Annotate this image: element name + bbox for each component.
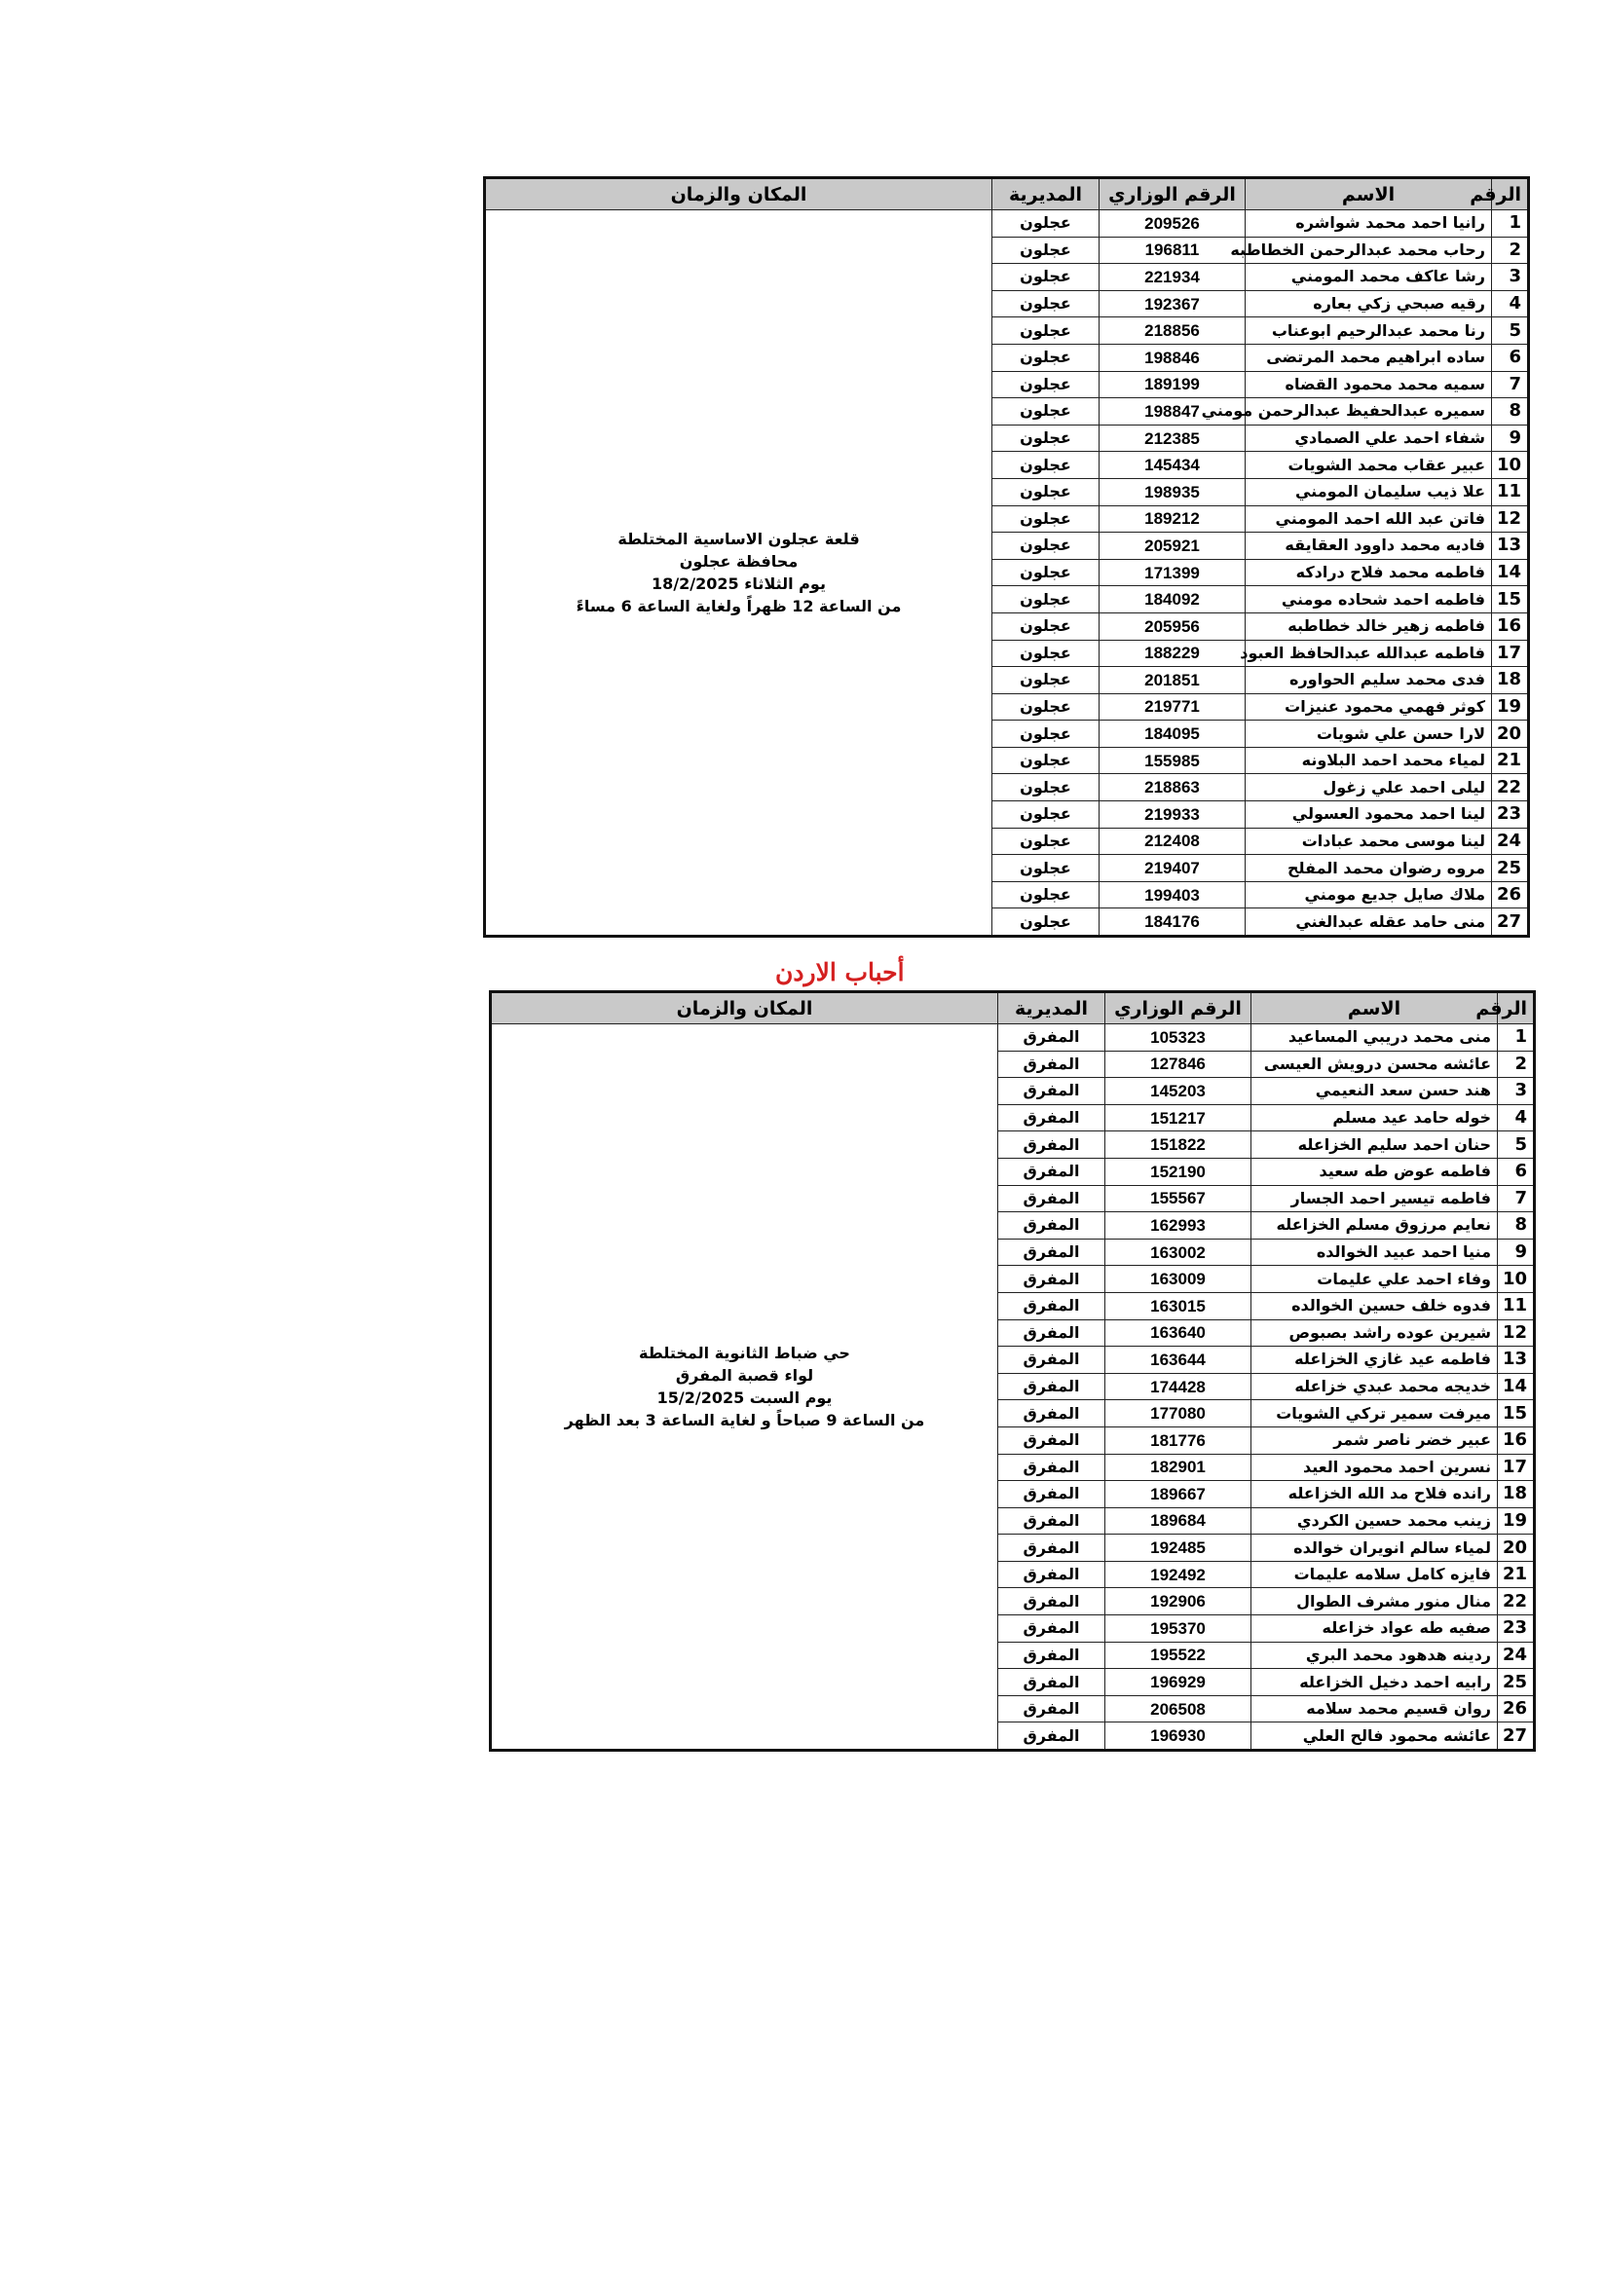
row-directorate: عجلون — [992, 533, 1100, 560]
row-directorate: المفرق — [998, 1051, 1105, 1078]
row-number: 6 — [1498, 1158, 1535, 1185]
row-number: 4 — [1498, 1104, 1535, 1131]
row-ministry-id: 199403 — [1100, 881, 1246, 908]
row-ministry-id: 151217 — [1105, 1104, 1251, 1131]
row-name: نعايم مرزوق مسلم الخزاعله — [1251, 1212, 1498, 1240]
row-directorate: عجلون — [992, 237, 1100, 264]
row-directorate: المفرق — [998, 1588, 1105, 1615]
row-ministry-id: 196930 — [1105, 1722, 1251, 1751]
row-directorate: المفرق — [998, 1561, 1105, 1588]
row-name: رنا محمد عبدالرحيم ابوعناب — [1246, 317, 1492, 345]
row-name: صفيه طه عواد خزاعله — [1251, 1615, 1498, 1643]
row-ministry-id: 198935 — [1100, 478, 1246, 505]
row-name: منيا احمد عبيد الخوالده — [1251, 1239, 1498, 1266]
row-name: خوله حامد عيد مسلم — [1251, 1104, 1498, 1131]
row-directorate: المفرق — [998, 1104, 1105, 1131]
row-directorate: المفرق — [998, 1024, 1105, 1052]
row-directorate: عجلون — [992, 425, 1100, 452]
row-name: هند حسن سعد النعيمي — [1251, 1078, 1498, 1105]
mafraq-table-body — [491, 1024, 1535, 1751]
row-name: رحاب محمد عبدالرحمن الخطاطبه — [1246, 237, 1492, 264]
row-directorate: عجلون — [992, 371, 1100, 398]
row-ministry-id: 184095 — [1100, 721, 1246, 748]
row-name: ميرفت سمير تركي الشويات — [1251, 1400, 1498, 1427]
row-ministry-id: 219771 — [1100, 693, 1246, 721]
row-ministry-id: 196811 — [1100, 237, 1246, 264]
row-number: 5 — [1492, 317, 1529, 345]
row-name: فاطمه عبدالله عبدالحافظ العبود — [1246, 640, 1492, 667]
row-number: 24 — [1492, 828, 1529, 855]
row-name: ساده ابراهيم محمد المرتضى — [1246, 344, 1492, 371]
header-name: الاسم — [1251, 992, 1498, 1024]
mafraq-candidates-table — [489, 990, 1536, 1752]
row-ministry-id: 163640 — [1105, 1319, 1251, 1347]
row-directorate: عجلون — [992, 908, 1100, 937]
row-name: رشا عاكف محمد المومني — [1246, 264, 1492, 291]
row-number: 19 — [1492, 693, 1529, 721]
row-ministry-id: 177080 — [1105, 1400, 1251, 1427]
row-name: لينا احمد محمود العسولي — [1246, 801, 1492, 829]
row-directorate: المفرق — [998, 1695, 1105, 1722]
row-name: عبير عقاب محمد الشويات — [1246, 452, 1492, 479]
row-ministry-id: 189212 — [1100, 505, 1246, 533]
row-directorate: عجلون — [992, 210, 1100, 238]
row-ministry-id: 182901 — [1105, 1454, 1251, 1481]
place-time-line: لواء قصبة المفرق — [675, 1365, 814, 1385]
row-directorate: عجلون — [992, 586, 1100, 613]
row-name: رانده فلاح مد الله الخزاعله — [1251, 1481, 1498, 1508]
row-number: 3 — [1492, 264, 1529, 291]
table-row — [485, 210, 1529, 238]
row-ministry-id: 162993 — [1105, 1212, 1251, 1240]
place-time-line: قلعة عجلون الاساسية المختلطة — [617, 529, 860, 548]
row-directorate: عجلون — [992, 398, 1100, 426]
place-time-line: حي ضباط الثانوية المختلطة — [639, 1343, 850, 1362]
row-ministry-id: 195370 — [1105, 1615, 1251, 1643]
row-number: 16 — [1492, 612, 1529, 640]
header-directorate: المديرية — [992, 178, 1100, 210]
row-directorate: عجلون — [992, 855, 1100, 882]
row-number: 23 — [1498, 1615, 1535, 1643]
row-number: 20 — [1492, 721, 1529, 748]
row-directorate: المفرق — [998, 1722, 1105, 1751]
row-directorate: المفرق — [998, 1158, 1105, 1185]
row-ministry-id: 192492 — [1105, 1561, 1251, 1588]
row-name: رانيا احمد محمد شواشره — [1246, 210, 1492, 238]
row-directorate: عجلون — [992, 344, 1100, 371]
row-number: 16 — [1498, 1426, 1535, 1454]
row-name: زينب محمد حسين الكردي — [1251, 1507, 1498, 1535]
row-directorate: المفرق — [998, 1642, 1105, 1669]
row-directorate: المفرق — [998, 1669, 1105, 1696]
row-directorate: المفرق — [998, 1078, 1105, 1105]
place-time-line: من الساعة 12 ظهراً ولغاية الساعة 6 مساءً — [576, 597, 902, 616]
row-name: منال منور مشرف الطوال — [1251, 1588, 1498, 1615]
row-name: فاطمه محمد فلاح درادكه — [1246, 559, 1492, 586]
row-ministry-id: 192485 — [1105, 1535, 1251, 1562]
table-header-row — [485, 178, 1529, 210]
row-number: 27 — [1498, 1722, 1535, 1751]
row-number: 4 — [1492, 290, 1529, 317]
row-name: عبير خضر ناصر شمر — [1251, 1426, 1498, 1454]
row-directorate: عجلون — [992, 640, 1100, 667]
row-ministry-id: 221934 — [1100, 264, 1246, 291]
row-name: خديجه محمد عبدي خزاعله — [1251, 1373, 1498, 1400]
row-name: منى حامد عقله عبدالغني — [1246, 908, 1492, 937]
row-name: علا ذيب سليمان المومني — [1246, 478, 1492, 505]
row-number: 11 — [1492, 478, 1529, 505]
row-number: 22 — [1492, 774, 1529, 801]
row-name: لمياء سالم انويران خوالده — [1251, 1535, 1498, 1562]
place-time-line: يوم الثلاثاء 18/2/2025 — [652, 574, 826, 594]
row-number: 21 — [1492, 747, 1529, 774]
row-directorate: المفرق — [998, 1373, 1105, 1400]
row-number: 2 — [1498, 1051, 1535, 1078]
header-num: الرقم — [1498, 992, 1535, 1024]
row-ministry-id: 127846 — [1105, 1051, 1251, 1078]
row-directorate: المفرق — [998, 1292, 1105, 1319]
row-number: 26 — [1498, 1695, 1535, 1722]
row-ministry-id: 206508 — [1105, 1695, 1251, 1722]
row-ministry-id: 192367 — [1100, 290, 1246, 317]
place-time-cell — [485, 210, 992, 937]
row-number: 23 — [1492, 801, 1529, 829]
place-time-cell — [491, 1024, 998, 1751]
header-ministry-id: الرقم الوزاري — [1105, 992, 1251, 1024]
row-directorate: عجلون — [992, 317, 1100, 345]
row-number: 25 — [1492, 855, 1529, 882]
row-number: 7 — [1492, 371, 1529, 398]
row-ministry-id: 163002 — [1105, 1239, 1251, 1266]
row-number: 25 — [1498, 1669, 1535, 1696]
row-name: رقيه صبحي زكي بعاره — [1246, 290, 1492, 317]
row-directorate: عجلون — [992, 774, 1100, 801]
row-number: 14 — [1498, 1373, 1535, 1400]
header-place-time: المكان والزمان — [485, 178, 992, 210]
row-name: نسرين احمد محمود العيد — [1251, 1454, 1498, 1481]
row-number: 13 — [1498, 1347, 1535, 1374]
row-ministry-id: 192906 — [1105, 1588, 1251, 1615]
ajloun-table-body — [485, 210, 1529, 937]
row-name: عائشه محمود فالح العلي — [1251, 1722, 1498, 1751]
row-directorate: المفرق — [998, 1481, 1105, 1508]
row-ministry-id: 218863 — [1100, 774, 1246, 801]
row-ministry-id: 105323 — [1105, 1024, 1251, 1052]
row-number: 21 — [1498, 1561, 1535, 1588]
row-ministry-id: 181776 — [1105, 1426, 1251, 1454]
row-name: عائشه محسن درويش العيسى — [1251, 1051, 1498, 1078]
row-directorate: المفرق — [998, 1239, 1105, 1266]
row-ministry-id: 155567 — [1105, 1185, 1251, 1212]
row-ministry-id: 184092 — [1100, 586, 1246, 613]
row-ministry-id: 195522 — [1105, 1642, 1251, 1669]
row-directorate: عجلون — [992, 667, 1100, 694]
place-time-line: من الساعة 9 صباحاً و لغاية الساعة 3 بعد الظهر — [564, 1411, 925, 1430]
row-ministry-id: 212408 — [1100, 828, 1246, 855]
row-directorate: عجلون — [992, 747, 1100, 774]
row-number: 15 — [1492, 586, 1529, 613]
row-directorate: عجلون — [992, 478, 1100, 505]
header-ministry-id: الرقم الوزاري — [1100, 178, 1246, 210]
row-number: 11 — [1498, 1292, 1535, 1319]
row-number: 10 — [1492, 452, 1529, 479]
row-ministry-id: 155985 — [1100, 747, 1246, 774]
row-number: 7 — [1498, 1185, 1535, 1212]
table-row — [491, 1024, 1535, 1052]
row-number: 1 — [1492, 210, 1529, 238]
row-name: لارا حسن علي شويات — [1246, 721, 1492, 748]
row-number: 14 — [1492, 559, 1529, 586]
row-name: فاطمه عيد غازي الخزاعله — [1251, 1347, 1498, 1374]
row-directorate: عجلون — [992, 452, 1100, 479]
row-ministry-id: 163009 — [1105, 1266, 1251, 1293]
row-number: 9 — [1498, 1239, 1535, 1266]
row-ministry-id: 188229 — [1100, 640, 1246, 667]
row-name: فدوه خلف حسين الخوالده — [1251, 1292, 1498, 1319]
row-name: فدى محمد سليم الحواوره — [1246, 667, 1492, 694]
row-directorate: المفرق — [998, 1535, 1105, 1562]
row-directorate: عجلون — [992, 290, 1100, 317]
row-number: 27 — [1492, 908, 1529, 937]
row-number: 10 — [1498, 1266, 1535, 1293]
row-number: 5 — [1498, 1131, 1535, 1159]
row-name: مروه رضوان محمد المفلح — [1246, 855, 1492, 882]
row-ministry-id: 145434 — [1100, 452, 1246, 479]
header-directorate: المديرية — [998, 992, 1105, 1024]
row-name: فاطمه احمد شحاده مومني — [1246, 586, 1492, 613]
row-name: فاطمه زهير خالد خطاطبه — [1246, 612, 1492, 640]
header-num: الرقم — [1492, 178, 1529, 210]
row-ministry-id: 196929 — [1105, 1669, 1251, 1696]
row-number: 20 — [1498, 1535, 1535, 1562]
row-number: 8 — [1492, 398, 1529, 426]
row-number: 12 — [1492, 505, 1529, 533]
row-ministry-id: 212385 — [1100, 425, 1246, 452]
row-ministry-id: 219933 — [1100, 801, 1246, 829]
row-number: 17 — [1498, 1454, 1535, 1481]
row-ministry-id: 189684 — [1105, 1507, 1251, 1535]
row-number: 17 — [1492, 640, 1529, 667]
row-ministry-id: 171399 — [1100, 559, 1246, 586]
row-ministry-id: 205921 — [1100, 533, 1246, 560]
row-name: وفاء احمد علي عليمات — [1251, 1266, 1498, 1293]
place-time-line: يوم السبت 15/2/2025 — [656, 1389, 833, 1408]
row-ministry-id: 184176 — [1100, 908, 1246, 937]
table-header-row — [491, 992, 1535, 1024]
header-place-time: المكان والزمان — [491, 992, 998, 1024]
row-ministry-id: 205956 — [1100, 612, 1246, 640]
row-directorate: عجلون — [992, 721, 1100, 748]
row-ministry-id: 152190 — [1105, 1158, 1251, 1185]
row-directorate: المفرق — [998, 1615, 1105, 1643]
row-ministry-id: 151822 — [1105, 1131, 1251, 1159]
row-name: فاطمه تيسير احمد الجسار — [1251, 1185, 1498, 1212]
row-name: لينا موسى محمد عبادات — [1246, 828, 1492, 855]
row-number: 19 — [1498, 1507, 1535, 1535]
row-number: 13 — [1492, 533, 1529, 560]
row-name: فاديه محمد داوود العقايقه — [1246, 533, 1492, 560]
row-number: 2 — [1492, 237, 1529, 264]
row-directorate: عجلون — [992, 559, 1100, 586]
row-number: 26 — [1492, 881, 1529, 908]
row-name: رابيه احمد دخيل الخزاعله — [1251, 1669, 1498, 1696]
row-name: لمياء محمد احمد البلاونه — [1246, 747, 1492, 774]
row-name: ليلى احمد علي زغول — [1246, 774, 1492, 801]
row-name: فاطمه عوض طه سعيد — [1251, 1158, 1498, 1185]
row-number: 6 — [1492, 344, 1529, 371]
row-number: 1 — [1498, 1024, 1535, 1052]
row-number: 15 — [1498, 1400, 1535, 1427]
row-directorate: عجلون — [992, 881, 1100, 908]
header-name: الاسم — [1246, 178, 1492, 210]
row-name: فاتن عبد الله احمد المومني — [1246, 505, 1492, 533]
row-number: 18 — [1492, 667, 1529, 694]
row-ministry-id: 189199 — [1100, 371, 1246, 398]
row-directorate: عجلون — [992, 264, 1100, 291]
row-number: 18 — [1498, 1481, 1535, 1508]
row-ministry-id: 163015 — [1105, 1292, 1251, 1319]
row-name: روان قسيم محمد سلامه — [1251, 1695, 1498, 1722]
row-ministry-id: 198847 — [1100, 398, 1246, 426]
row-directorate: عجلون — [992, 801, 1100, 829]
row-directorate: المفرق — [998, 1347, 1105, 1374]
row-name: ملاك صايل جديع مومني — [1246, 881, 1492, 908]
row-name: فايزه كامل سلامه عليمات — [1251, 1561, 1498, 1588]
row-directorate: المفرق — [998, 1507, 1105, 1535]
row-name: كوثر فهمي محمود عنيزات — [1246, 693, 1492, 721]
row-ministry-id: 209526 — [1100, 210, 1246, 238]
row-ministry-id: 218856 — [1100, 317, 1246, 345]
row-number: 3 — [1498, 1078, 1535, 1105]
row-directorate: المفرق — [998, 1454, 1105, 1481]
row-directorate: عجلون — [992, 693, 1100, 721]
row-number: 9 — [1492, 425, 1529, 452]
row-directorate: المفرق — [998, 1131, 1105, 1159]
row-directorate: عجلون — [992, 612, 1100, 640]
row-directorate: عجلون — [992, 828, 1100, 855]
row-ministry-id: 219407 — [1100, 855, 1246, 882]
watermark-text: أحباب الاردن — [775, 958, 905, 986]
row-number: 22 — [1498, 1588, 1535, 1615]
row-name: ردينه هدهود محمد البري — [1251, 1642, 1498, 1669]
row-directorate: عجلون — [992, 505, 1100, 533]
row-number: 12 — [1498, 1319, 1535, 1347]
row-name: شيرين عوده راشد بصبوص — [1251, 1319, 1498, 1347]
ajloun-candidates-table — [483, 176, 1530, 938]
row-name: شفاء احمد علي الصمادي — [1246, 425, 1492, 452]
row-directorate: المفرق — [998, 1400, 1105, 1427]
row-directorate: المفرق — [998, 1185, 1105, 1212]
row-number: 8 — [1498, 1212, 1535, 1240]
row-ministry-id: 174428 — [1105, 1373, 1251, 1400]
place-time-line: محافظة عجلون — [679, 551, 799, 571]
row-directorate: المفرق — [998, 1426, 1105, 1454]
row-name: حنان احمد سليم الخزاعله — [1251, 1131, 1498, 1159]
row-directorate: المفرق — [998, 1212, 1105, 1240]
row-ministry-id: 198846 — [1100, 344, 1246, 371]
row-ministry-id: 189667 — [1105, 1481, 1251, 1508]
row-directorate: المفرق — [998, 1266, 1105, 1293]
row-directorate: المفرق — [998, 1319, 1105, 1347]
row-ministry-id: 145203 — [1105, 1078, 1251, 1105]
row-name: سميه محمد محمود القضاه — [1246, 371, 1492, 398]
row-ministry-id: 163644 — [1105, 1347, 1251, 1374]
row-ministry-id: 201851 — [1100, 667, 1246, 694]
row-name: سميره عبدالحفيظ عبدالرحمن مومني — [1246, 398, 1492, 426]
row-number: 24 — [1498, 1642, 1535, 1669]
row-name: منى محمد دريبي المساعيد — [1251, 1024, 1498, 1052]
